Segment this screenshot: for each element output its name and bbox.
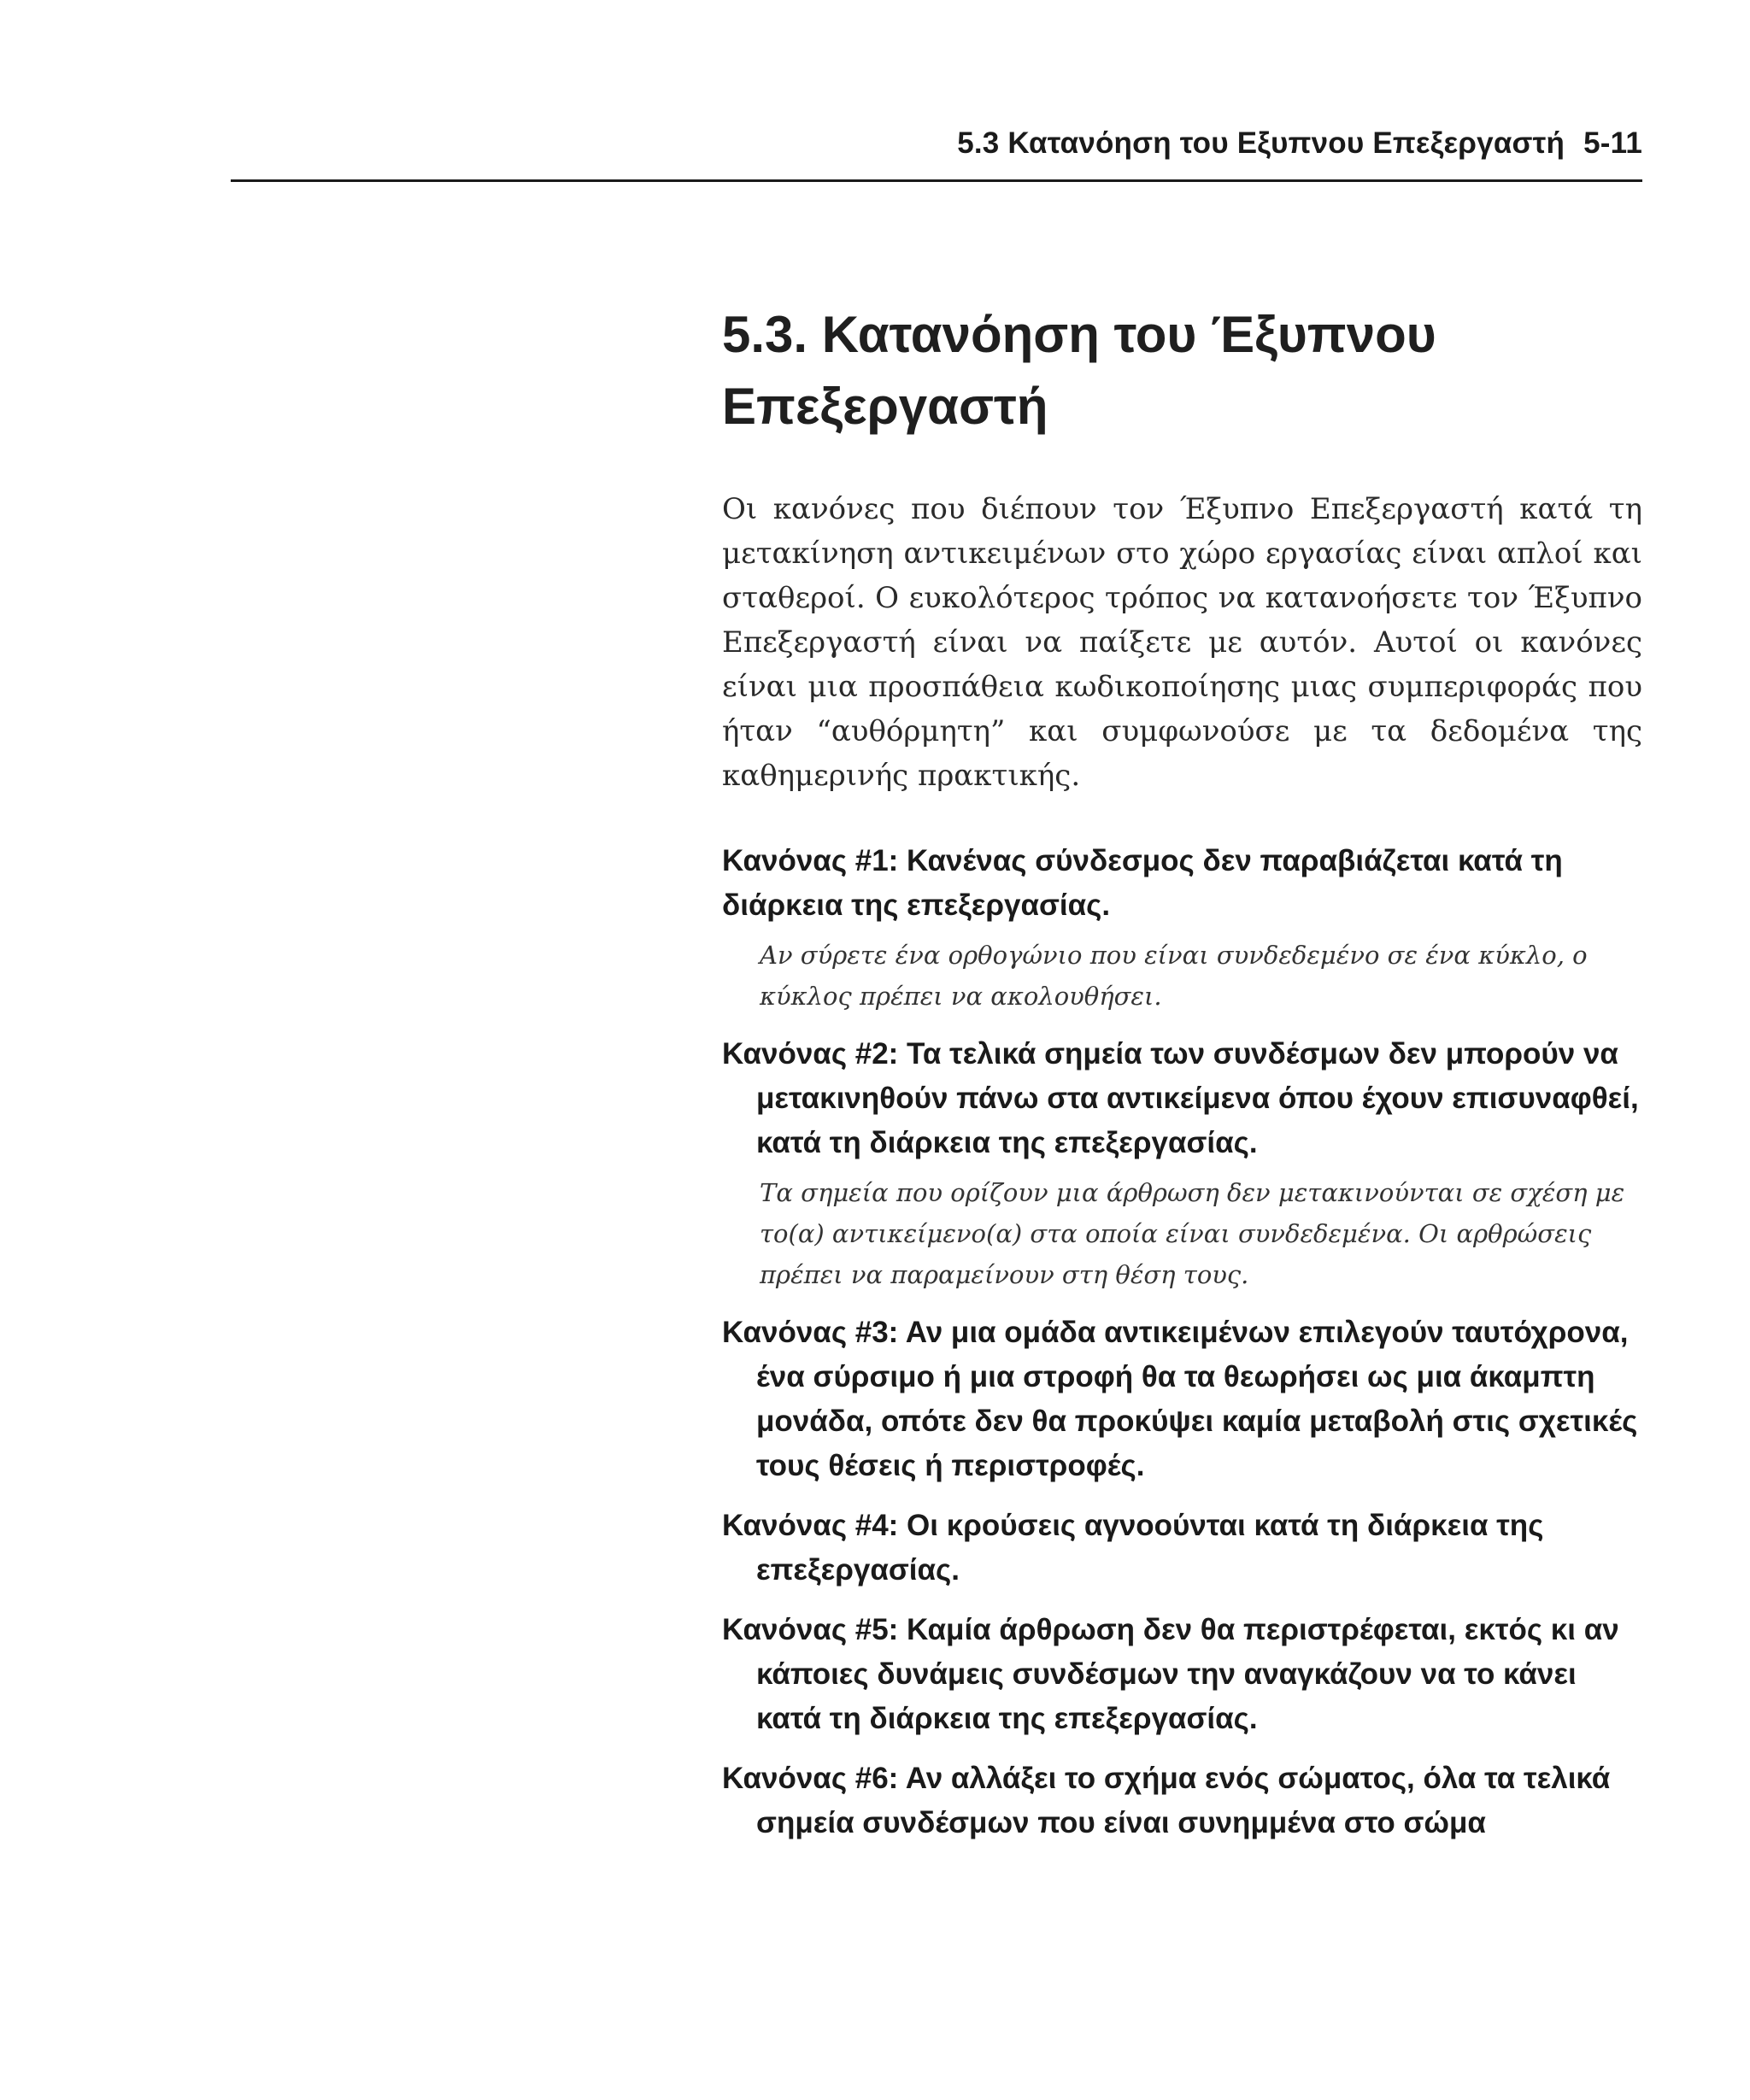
intro-paragraph: Οι κανόνες που διέπουν τον Έξυπνο Επεξεργαστή κατά τη μετακίνηση αντικειμένων στο χώρο εργασίας είναι απλοί και σταθεροί. Ο ευκολότερος τρόπος να κατανοήσετε τον Έξυπνο Επεξεργαστή είναι να παίξετε με αυτόν. Αυτοί οι κανόνες είναι μια προσπάθεια κωδικοποίησης μιας συμπεριφοράς που ήταν “αυθόρμητη” και συμφωνούσε με τα δεδομένα της καθημερινής πρακτικής. — [722, 492, 1642, 793]
rule-5-heading: Κανόνας #5: Καμία άρθρωση δεν θα περιστρέφεται, εκτός κι αν κάποιες δυνάμεις συνδέσμων την αναγκάζουν να το κάνει κατά τη διάρκεια της επεξεργασίας. — [722, 1613, 1619, 1735]
chapter-title: 5.3. Κατανόηση του Έξυπνου Επεξεργαστή — [722, 306, 1436, 435]
rule-1 — [722, 839, 1642, 1017]
main-content — [722, 299, 1642, 1861]
rule-5 — [722, 1608, 1642, 1741]
rule-1-heading: Κανόνας #1: Κανένας σύνδεσμος δεν παραβιάζεται κατά τη διάρκεια της επεξεργασίας. — [722, 844, 1563, 922]
rule-6-heading: Κανόνας #6: Αν αλλάξει το σχήμα ενός σώματος, όλα τα τελικά σημεία συνδέσμων που είναι συνημμένα στο σώμα — [722, 1762, 1611, 1839]
rule-2-note: Τα σημεία που ορίζουν μια άρθρωση δεν μετακινούνται σε σχέση με το(α) αντικείμενο(α) στα οποία είναι συνδεδεμένα. Οι αρθρώσεις πρέπει να παραμείνουν στη θέση τους. — [760, 1178, 1625, 1289]
rule-3 — [722, 1311, 1642, 1488]
rule-3-heading: Κανόνας #3: Αν μια ομάδα αντικειμένων επιλεγούν ταυτόχρονα, ένα σύρσιμο ή μια στροφή θα τα θεωρήσει ως μια άκαμπτη μονάδα, οπότε δεν θα προκύψει καμία μεταβολή στις σχετικές τους θέσεις ή περιστροφές. — [722, 1316, 1638, 1482]
rule-4-heading: Κανόνας #4: Οι κρούσεις αγνοούνται κατά τη διάρκεια της επεξεργασίας. — [722, 1509, 1544, 1587]
running-head — [957, 126, 1642, 161]
rule-2-heading: Κανόνας #2: Τα τελικά σημεία των συνδέσμων δεν μπορούν να μετακινηθούν πάνω στα αντικείμενα όπου έχουν επισυναφθεί, κατά τη διάρκεια της επεξεργασίας. — [722, 1037, 1639, 1159]
rule-6 — [722, 1757, 1642, 1845]
rule-4 — [722, 1504, 1642, 1593]
rule-2 — [722, 1032, 1642, 1295]
rule-1-note: Αν σύρετε ένα ορθογώνιο που είναι συνδεδεμένο σε ένα κύκλο, ο κύκλος πρέπει να ακολουθήσει. — [760, 941, 1588, 1011]
running-head-title: 5.3 Κατανόηση του Εξυπνου Επεξεργαστή — [957, 126, 1565, 160]
page-number: 5-11 — [1583, 126, 1642, 160]
header-rule — [231, 179, 1642, 182]
